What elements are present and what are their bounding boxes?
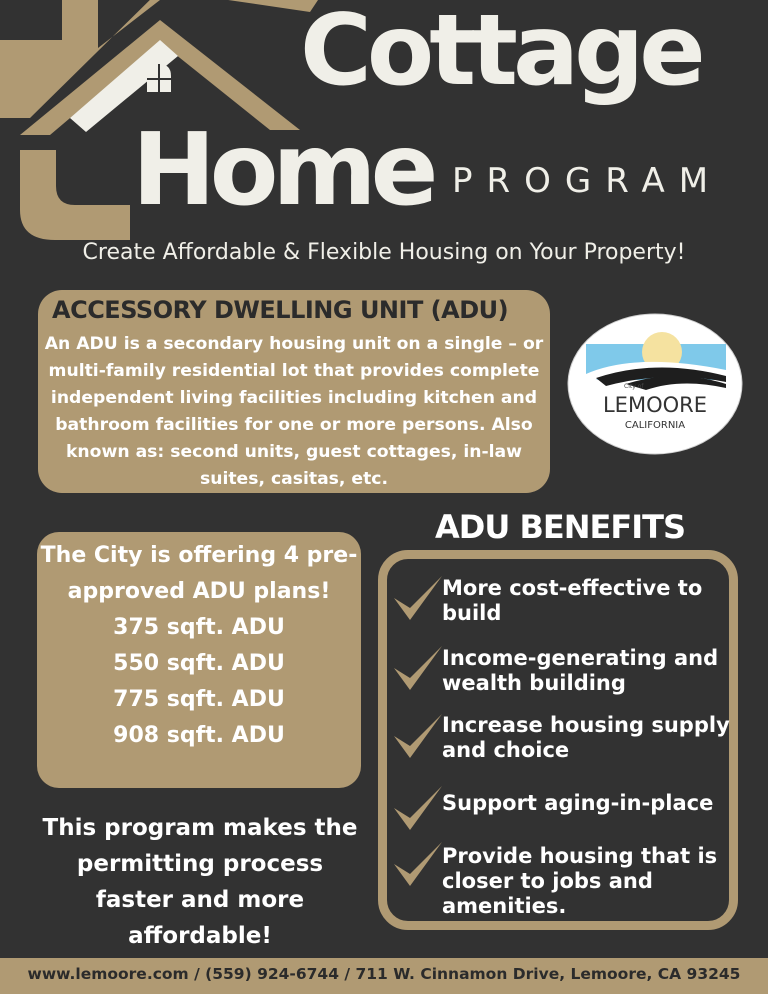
checkmark-icon	[392, 840, 444, 890]
checkmark-icon	[392, 712, 444, 762]
tagline: Create Affordable & Flexible Housing on Your Property!	[82, 240, 686, 265]
offer-text	[37, 538, 361, 754]
program-note: This program makes the permitting process faster and more affordable!	[42, 815, 358, 949]
footer-contact: www.lemoore.com / (559) 924-6744 / 711 W. Cinnamon Drive, Lemoore, CA 93245	[27, 965, 741, 983]
benefit-item: More cost-effective to build	[442, 576, 703, 625]
city-of-lemoore-logo	[566, 312, 744, 456]
plan-item: 550 sqft. ADU	[113, 651, 285, 676]
benefit-item: Support aging-in-place	[442, 791, 714, 815]
benefit-item: Increase housing supply and choice	[442, 713, 730, 762]
title-program: PROGRAM	[452, 161, 723, 201]
title-home: Home	[132, 111, 433, 228]
plan-item: 775 sqft. ADU	[113, 687, 285, 712]
plan-item: 375 sqft. ADU	[113, 615, 285, 640]
benefit-item: Income-generating and wealth building	[442, 646, 719, 695]
checkmark-icon	[392, 784, 444, 834]
benefits-title: ADU BENEFITS	[435, 508, 685, 546]
logo-california: CALIFORNIA	[624, 420, 686, 431]
logo-city-of: City of	[624, 383, 644, 390]
offer-intro: The City is offering 4 pre-approved ADU plans!	[40, 543, 358, 604]
title-cottage: Cottage	[300, 0, 701, 108]
adu-description: An ADU is a secondary housing unit on a single – or multi-family residential lot that provides complete independent living facilities including kitchen and bathroom facilities for one or more persons. Also known as: second units, guest cottages, in-law suites, casitas, etc.	[44, 334, 544, 489]
adu-heading: ACCESSORY DWELLING UNIT (ADU)	[52, 296, 509, 324]
checkmark-icon	[392, 644, 444, 694]
plan-item: 908 sqft. ADU	[113, 723, 285, 748]
logo-lemoore: LEMOORE	[602, 393, 708, 417]
benefit-item: Provide housing that is closer to jobs and amenities.	[442, 844, 718, 918]
checkmark-icon	[392, 574, 444, 624]
